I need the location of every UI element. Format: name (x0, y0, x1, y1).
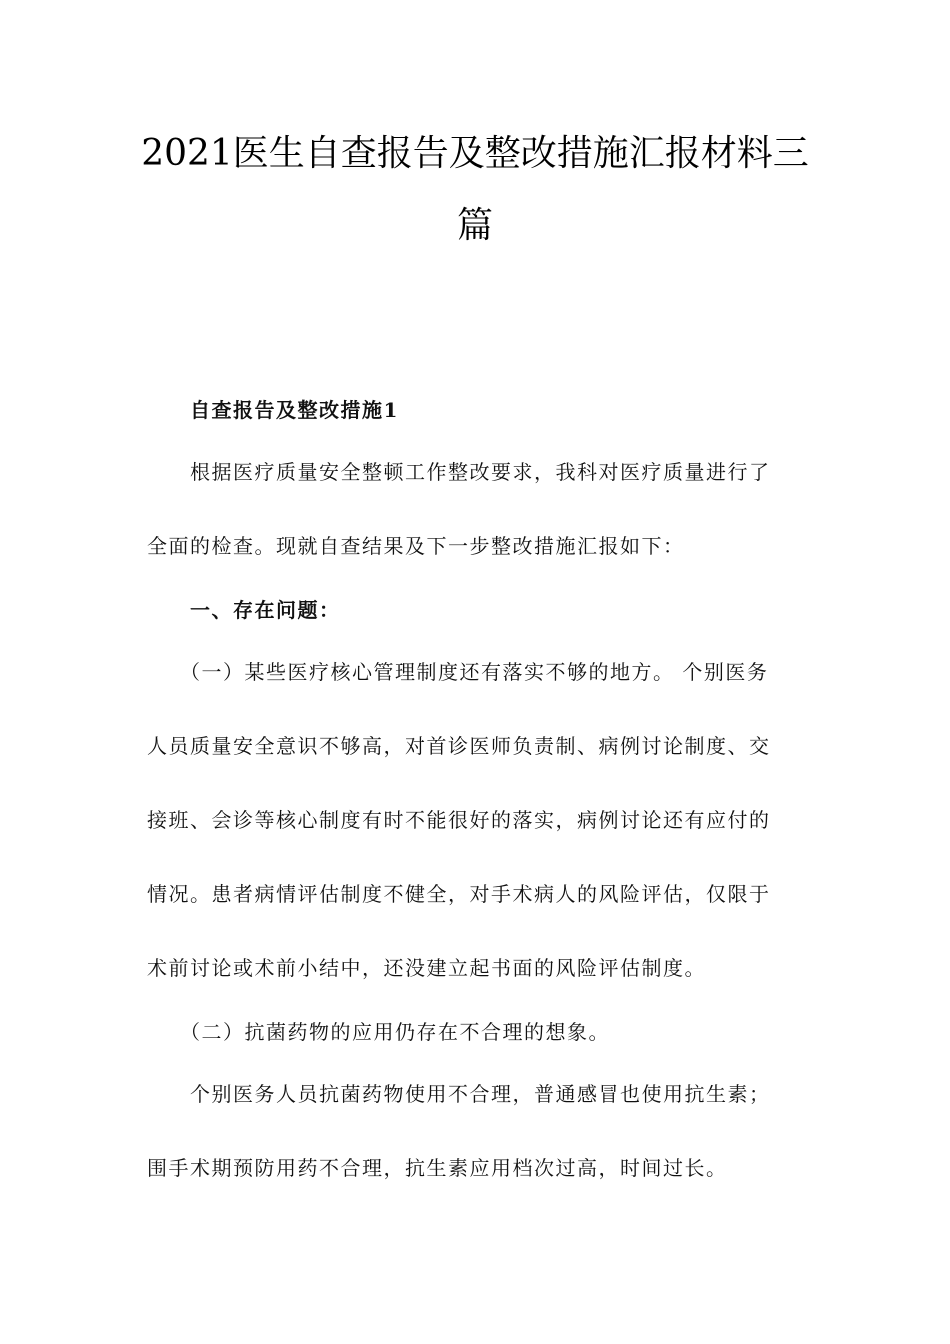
paragraph-line: 个别医务人员抗菌药物使用不合理，普通感冒也使用抗生素； (190, 1082, 771, 1106)
paragraph-line: 根据医疗质量安全整顿工作整改要求，我科对医疗质量进行了 (190, 460, 771, 484)
section-heading: 自查报告及整改措施1 (190, 398, 399, 422)
paragraph-line: 接班、会诊等核心制度有时不能很好的落实，病例讨论还有应付的 (147, 808, 771, 832)
paragraph-line: 全面的检查。现就自查结果及下一步整改措施汇报如下： (147, 534, 685, 558)
paragraph-line: 情况。患者病情评估制度不健全，对手术病人的风险评估，仅限于 (147, 882, 771, 906)
paragraph-line: 术前讨论或术前小结中，还没建立起书面的风险评估制度。 (147, 956, 706, 980)
paragraph-line: （二）抗菌药物的应用仍存在不合理的想象。 (180, 1020, 610, 1044)
document-title-line-1: 2021医生自查报告及整改措施汇报材料三 (141, 133, 809, 174)
subsection-heading: 一、存在问题： (190, 598, 341, 622)
paragraph-line: 人员质量安全意识不够高，对首诊医师负责制、病例讨论制度、交 (147, 734, 771, 758)
paragraph-line: 围手术期预防用药不合理，抗生素应用档次过高，时间过长。 (147, 1156, 728, 1180)
document-title-line-2: 篇 (456, 205, 493, 246)
paragraph-line: （一）某些医疗核心管理制度还有落实不够的地方。 个别医务 (180, 660, 769, 684)
